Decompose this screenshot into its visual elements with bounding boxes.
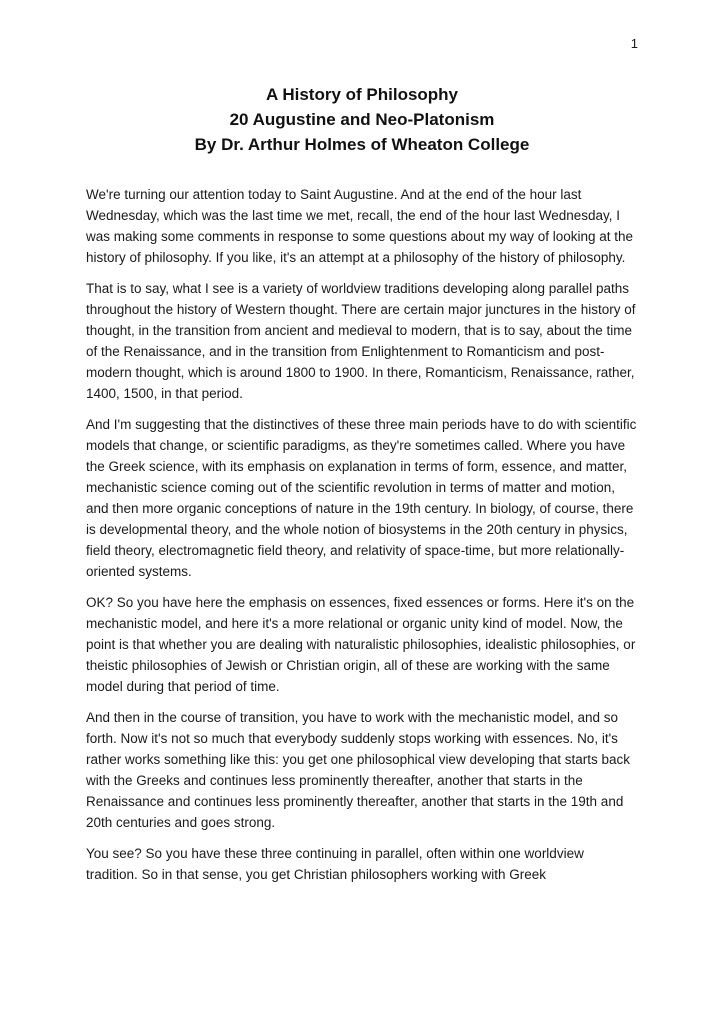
title-line-author: By Dr. Arthur Holmes of Wheaton College [194,135,530,154]
paragraph-1: We're turning our attention today to Saint Augustine. And at the end of the hour last Wednesday, which was the last time we met, recall, the end of the hour last Wednesday, I was making some comments in response to some questions about my way of looking at the history of philosophy. If you like, it's an attempt at a philosophy of the history of philosophy. [86,187,634,265]
paragraph-5: And then in the course of transition, you have to work with the mechanistic model, and so forth. Now it's not so much that everybody suddenly stops working with essences. No, it's rather works something like this: you get one philosophical view developing that starts back with the Greeks and continues less prominently thereafter, another that starts in the Renaissance and continues less prominently thereafter, another that starts in the 19th and 20th centuries and goes strong. [86,710,631,830]
title-line-lecture: 20 Augustine and Neo-Platonism [229,110,495,129]
paragraph-4: OK? So you have here the emphasis on essences, fixed essences or forms. Here it's on the mechanistic model, and here it's a more relational or organic unity kind of model. Now, the point is that whether you are dealing with naturalistic philosophies, idealistic philosophies, or theistic philosophies of Jewish or Christian origin, all of these are working with the same model during that period of time. [86,595,636,694]
paragraph-6: You see? So you have these three continuing in parallel, often within one worldview tradition. So in that sense, you get Christian philosophers working with Greek [86,846,584,882]
document-title [86,82,638,157]
paragraph-3: And I'm suggesting that the distinctives of these three main periods have to do with scientific models that change, or scientific paradigms, as they're sometimes called. Where you have the Greek science, with its emphasis on explanation in terms of form, essence, and matter, mechanistic science coming out of the scientific revolution in terms of matter and motion, and then more organic conceptions of nature in the 19th century. In biology, of course, there is developmental theory, and the whole notion of biosystems in the 20th century in physics, field theory, electromagnetic field theory, and relativity of space-time, but more relationally-oriented systems. [86,417,637,579]
paragraph-2: That is to say, what I see is a variety of worldview traditions developing along parallel paths throughout the history of Western thought. There are certain major junctures in the history of thought, in the transition from ancient and medieval to modern, that is to say, about the time of the Renaissance, and in the transition from Enlightenment to Romanticism and post-modern thought, which is around 1800 to 1900. In there, Romanticism, Renaissance, rather, 1400, 1500, in that period. [86,281,636,401]
document-body [86,184,638,885]
title-line-course: A History of Philosophy [265,85,459,104]
page-number: 1 [630,36,638,51]
